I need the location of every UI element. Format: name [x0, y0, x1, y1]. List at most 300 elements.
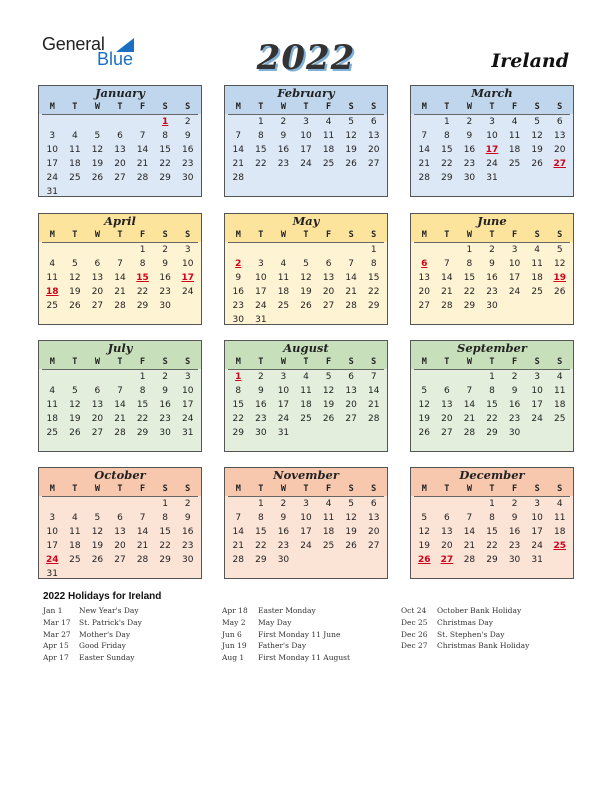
day-cell: 19 — [91, 541, 104, 551]
day-cell: 15 — [463, 273, 476, 283]
day-cell: 30 — [486, 301, 498, 311]
day-cell: 13 — [418, 273, 430, 283]
day-cell: 23 — [508, 414, 521, 424]
day-cell: 7 — [443, 259, 450, 269]
holiday-row — [43, 629, 142, 641]
day-cell: 8 — [235, 386, 242, 396]
holiday-row — [401, 605, 529, 617]
day-cell: 9 — [162, 259, 168, 269]
day-cell: 28 — [232, 555, 244, 565]
day-cell: 3 — [489, 117, 495, 127]
day-cell: 8 — [443, 131, 450, 141]
day-cell: 26 — [91, 555, 104, 565]
day-cell: 1 — [162, 499, 168, 509]
day-cell: 8 — [489, 513, 495, 523]
day-cell: 13 — [441, 527, 453, 537]
day-cell: 4 — [49, 259, 56, 269]
day-cell: 12 — [531, 131, 543, 141]
weekday-header: S — [557, 102, 563, 112]
day-cell: 12 — [345, 513, 357, 523]
day-cell: 31 — [486, 173, 498, 183]
weekday-header: T — [117, 102, 123, 112]
weekday-header: T — [72, 102, 78, 112]
weekday-header: F — [140, 102, 146, 112]
empty-day-cell — [109, 497, 132, 511]
day-cell: 24 — [277, 414, 290, 424]
month-title: January — [39, 86, 201, 101]
holiday-day-cell: 2 — [235, 259, 242, 269]
day-cell: 7 — [466, 386, 473, 396]
day-cell: 28 — [441, 301, 453, 311]
day-cell: 10 — [531, 513, 543, 523]
day-cell: 5 — [71, 259, 78, 269]
day-cell: 20 — [91, 414, 104, 424]
day-cell: 27 — [91, 428, 104, 438]
day-cell: 6 — [348, 372, 354, 382]
day-cell: 13 — [345, 386, 357, 396]
weekday-header: T — [303, 230, 309, 240]
month-august — [224, 340, 388, 452]
day-cell: 15 — [136, 400, 149, 410]
day-cell: 14 — [136, 527, 149, 537]
holiday-row — [222, 617, 350, 629]
holiday-name: Mother's Day — [79, 629, 131, 639]
empty-day-cell — [413, 243, 436, 257]
day-cell: 26 — [553, 287, 566, 297]
weekday-header: F — [140, 230, 146, 240]
empty-day-cell — [86, 115, 109, 129]
day-cell: 18 — [322, 527, 335, 537]
day-cell: 12 — [345, 131, 357, 141]
day-cell: 17 — [181, 400, 194, 410]
day-cell: 27 — [114, 173, 126, 183]
day-cell: 12 — [91, 145, 104, 155]
day-cell: 14 — [136, 145, 149, 155]
day-cell: 26 — [531, 159, 543, 169]
day-cell: 11 — [69, 527, 81, 537]
month-may — [224, 213, 388, 325]
weekday-header: M — [421, 357, 427, 367]
day-cell: 20 — [441, 541, 453, 551]
day-cell: 3 — [184, 245, 191, 255]
day-cell: 3 — [303, 499, 309, 509]
day-cell: 26 — [345, 541, 357, 551]
day-cell: 21 — [418, 159, 430, 169]
day-cell: 7 — [421, 131, 428, 141]
day-cell: 12 — [418, 527, 430, 537]
empty-day-cell — [109, 115, 132, 129]
weekday-header: M — [421, 230, 427, 240]
holiday-day-cell: 17 — [181, 273, 194, 283]
day-cell: 30 — [508, 555, 521, 565]
day-cell: 2 — [184, 499, 191, 509]
day-cell: 17 — [277, 400, 290, 410]
weekday-header: W — [280, 230, 286, 240]
day-cell: 6 — [94, 259, 101, 269]
day-cell: 5 — [71, 386, 78, 396]
day-cell: 7 — [235, 131, 242, 141]
day-cell: 20 — [553, 145, 566, 155]
day-cell: 10 — [486, 131, 498, 141]
weekday-header: S — [348, 357, 354, 367]
day-cell: 25 — [508, 159, 521, 169]
day-cell: 13 — [322, 273, 335, 283]
day-cell: 10 — [277, 386, 290, 396]
day-cell: 5 — [94, 513, 101, 523]
logo-text-blue: Blue — [97, 49, 134, 69]
day-cell: 19 — [418, 541, 430, 551]
weekday-header: F — [326, 102, 332, 112]
day-cell: 3 — [257, 259, 264, 269]
day-cell: 10 — [181, 386, 194, 396]
day-cell: 22 — [255, 159, 267, 169]
day-cell: 20 — [367, 145, 380, 155]
weekday-header: S — [557, 357, 563, 367]
day-cell: 16 — [463, 145, 476, 155]
holiday-day-cell: 25 — [553, 541, 566, 551]
day-cell: 25 — [69, 555, 81, 565]
month-june — [410, 213, 574, 325]
day-cell: 9 — [184, 131, 191, 141]
empty-day-cell — [227, 497, 250, 511]
day-cell: 17 — [46, 541, 58, 551]
month-march — [410, 85, 574, 197]
day-cell: 19 — [322, 400, 335, 410]
day-cell: 6 — [94, 386, 101, 396]
weekday-header: W — [466, 357, 472, 367]
day-cell: 10 — [46, 527, 58, 537]
day-cell: 22 — [136, 414, 149, 424]
weekday-header: T — [444, 230, 450, 240]
weekday-header: T — [489, 230, 495, 240]
day-cell: 21 — [345, 287, 357, 297]
empty-day-cell — [41, 370, 64, 384]
day-cell: 20 — [367, 527, 380, 537]
day-cell: 4 — [303, 372, 309, 382]
holiday-name: Easter Sunday — [79, 653, 135, 663]
month-february — [224, 85, 388, 197]
holiday-name: St. Stephen's Day — [437, 629, 505, 639]
holiday-name: Christmas Bank Holiday — [437, 641, 530, 651]
day-cell: 19 — [91, 159, 104, 169]
weekday-header: T — [117, 357, 123, 367]
day-cell: 31 — [46, 187, 58, 197]
day-cell: 15 — [255, 527, 267, 537]
day-cell: 28 — [114, 428, 126, 438]
month-july — [38, 340, 202, 452]
month-title: May — [225, 214, 387, 229]
day-cell: 11 — [46, 400, 58, 410]
day-cell: 6 — [443, 513, 450, 523]
weekday-header: S — [185, 484, 191, 494]
month-title: November — [225, 468, 387, 483]
day-cell: 21 — [463, 541, 476, 551]
holiday-row — [43, 652, 142, 664]
day-cell: 13 — [367, 513, 380, 523]
weekday-header: S — [348, 484, 354, 494]
day-cell: 25 — [553, 414, 566, 424]
day-cell: 28 — [114, 301, 126, 311]
day-cell: 14 — [463, 400, 476, 410]
day-cell: 15 — [159, 527, 171, 537]
empty-day-cell — [64, 115, 87, 129]
weekday-header: S — [534, 484, 540, 494]
day-cell: 1 — [257, 117, 264, 127]
holidays-title: 2022 Holidays for Ireland — [43, 591, 162, 602]
day-cell: 18 — [46, 414, 58, 424]
weekday-header: W — [466, 102, 472, 112]
day-cell: 28 — [232, 173, 244, 183]
weekday-header: F — [512, 230, 518, 240]
day-cell: 10 — [300, 131, 312, 141]
day-cell: 24 — [300, 541, 312, 551]
day-cell: 28 — [367, 414, 380, 424]
day-cell: 11 — [46, 273, 58, 283]
day-cell: 6 — [443, 386, 450, 396]
weekday-header: T — [489, 484, 495, 494]
weekday-header: T — [258, 102, 264, 112]
day-cell: 16 — [181, 527, 194, 537]
day-cell: 29 — [367, 301, 380, 311]
day-cell: 5 — [94, 131, 101, 141]
day-cell: 11 — [553, 386, 566, 396]
day-cell: 20 — [345, 400, 357, 410]
day-cell: 12 — [69, 400, 81, 410]
day-cell: 16 — [277, 527, 290, 537]
day-cell: 17 — [300, 527, 312, 537]
day-cell: 31 — [46, 569, 58, 579]
day-cell: 1 — [489, 499, 495, 509]
day-cell: 11 — [553, 513, 566, 523]
day-cell: 11 — [531, 259, 543, 269]
day-cell: 28 — [463, 555, 476, 565]
day-cell: 13 — [91, 400, 104, 410]
day-cell: 25 — [322, 541, 335, 551]
day-cell: 24 — [46, 173, 58, 183]
month-october — [38, 467, 202, 579]
holiday-date: Mar 27 — [43, 629, 71, 639]
day-cell: 24 — [300, 159, 312, 169]
day-cell: 25 — [46, 428, 58, 438]
day-cell: 3 — [534, 372, 540, 382]
day-cell: 31 — [531, 555, 543, 565]
day-cell: 10 — [181, 259, 194, 269]
weekday-header: F — [512, 102, 518, 112]
weekday-header: T — [72, 230, 78, 240]
day-cell: 17 — [255, 287, 267, 297]
day-cell: 11 — [300, 386, 312, 396]
day-cell: 24 — [508, 287, 521, 297]
day-cell: 10 — [46, 145, 58, 155]
day-cell: 4 — [534, 245, 540, 255]
day-cell: 22 — [367, 287, 380, 297]
day-cell: 18 — [553, 400, 566, 410]
weekday-header: T — [258, 230, 264, 240]
weekday-header: F — [326, 230, 332, 240]
day-cell: 17 — [531, 527, 543, 537]
empty-day-cell — [340, 243, 363, 257]
month-april — [38, 213, 202, 325]
day-cell: 17 — [531, 400, 543, 410]
holiday-name: May Day — [258, 617, 292, 627]
holiday-name: First Monday 11 August — [258, 653, 351, 663]
day-cell: 23 — [232, 301, 244, 311]
holiday-date: Dec 26 — [401, 629, 428, 639]
day-cell: 18 — [508, 145, 521, 155]
weekday-header: F — [140, 357, 146, 367]
day-cell: 4 — [49, 386, 56, 396]
day-cell: 24 — [255, 301, 267, 311]
day-cell: 3 — [303, 117, 309, 127]
day-cell: 16 — [159, 400, 171, 410]
day-cell: 12 — [553, 259, 566, 269]
day-cell: 8 — [489, 386, 495, 396]
day-cell: 10 — [300, 513, 312, 523]
day-cell: 18 — [69, 159, 81, 169]
day-cell: 11 — [277, 273, 290, 283]
empty-day-cell — [131, 115, 154, 129]
empty-day-cell — [413, 370, 436, 384]
month-title: February — [225, 86, 387, 101]
day-cell: 15 — [486, 400, 498, 410]
day-cell: 26 — [300, 301, 312, 311]
weekday-header: W — [94, 484, 100, 494]
month-title: April — [39, 214, 201, 229]
day-cell: 30 — [277, 555, 290, 565]
day-cell: 13 — [114, 527, 126, 537]
day-cell: 30 — [232, 315, 244, 325]
day-cell: 30 — [181, 173, 194, 183]
day-cell: 12 — [418, 400, 430, 410]
weekday-header: W — [280, 102, 286, 112]
day-cell: 21 — [441, 287, 453, 297]
day-cell: 13 — [91, 273, 104, 283]
day-cell: 11 — [508, 131, 521, 141]
day-cell: 29 — [232, 428, 244, 438]
day-cell: 2 — [184, 117, 191, 127]
day-cell: 12 — [322, 386, 335, 396]
day-cell: 19 — [300, 287, 312, 297]
weekday-header: F — [512, 357, 518, 367]
day-cell: 11 — [322, 513, 335, 523]
country-name: Ireland — [491, 50, 569, 72]
day-cell: 20 — [441, 414, 453, 424]
day-cell: 10 — [531, 386, 543, 396]
day-cell: 16 — [159, 273, 171, 283]
empty-day-cell — [41, 497, 64, 511]
empty-day-cell — [272, 243, 295, 257]
month-title: March — [411, 86, 573, 101]
day-cell: 21 — [463, 414, 476, 424]
month-january — [38, 85, 202, 197]
day-cell: 9 — [280, 131, 287, 141]
day-cell: 27 — [367, 541, 380, 551]
holiday-row — [43, 640, 142, 652]
weekday-header: S — [557, 484, 563, 494]
day-cell: 9 — [235, 273, 242, 283]
day-cell: 8 — [257, 131, 264, 141]
day-cell: 15 — [255, 145, 267, 155]
holiday-date: Jun 6 — [222, 629, 242, 639]
day-cell: 9 — [466, 131, 473, 141]
day-cell: 16 — [486, 273, 498, 283]
weekday-header: M — [49, 357, 55, 367]
holiday-day-cell: 6 — [421, 259, 428, 269]
day-cell: 31 — [277, 428, 290, 438]
day-cell: 14 — [232, 145, 244, 155]
month-december — [410, 467, 574, 579]
day-cell: 18 — [277, 287, 290, 297]
weekday-header: S — [371, 357, 377, 367]
holiday-date: Apr 15 — [43, 641, 69, 651]
weekday-header: S — [534, 230, 540, 240]
day-cell: 18 — [553, 527, 566, 537]
day-cell: 25 — [300, 414, 312, 424]
day-cell: 17 — [300, 145, 312, 155]
weekday-header: W — [94, 102, 100, 112]
day-cell: 15 — [486, 527, 498, 537]
day-cell: 14 — [114, 273, 126, 283]
day-cell: 29 — [159, 173, 171, 183]
day-cell: 23 — [463, 159, 476, 169]
day-cell: 3 — [280, 372, 287, 382]
weekday-header: M — [235, 102, 241, 112]
weekday-header: S — [162, 230, 168, 240]
day-cell: 9 — [257, 386, 264, 396]
day-cell: 2 — [511, 372, 518, 382]
day-cell: 7 — [139, 131, 146, 141]
day-cell: 26 — [91, 173, 104, 183]
day-cell: 5 — [325, 372, 332, 382]
day-cell: 4 — [71, 513, 78, 523]
weekday-header: S — [534, 357, 540, 367]
day-cell: 25 — [531, 287, 543, 297]
holiday-name: Christmas Day — [437, 617, 493, 627]
empty-day-cell — [41, 243, 64, 257]
weekday-header: T — [72, 357, 78, 367]
day-cell: 7 — [348, 259, 354, 269]
day-cell: 4 — [556, 499, 563, 509]
day-cell: 22 — [486, 541, 498, 551]
weekday-header: W — [466, 484, 472, 494]
day-cell: 22 — [486, 414, 498, 424]
weekday-header: S — [348, 230, 354, 240]
day-cell: 22 — [159, 541, 171, 551]
month-november — [224, 467, 388, 579]
holiday-date: May 2 — [222, 617, 246, 627]
day-cell: 20 — [418, 287, 430, 297]
day-cell: 30 — [255, 428, 267, 438]
day-cell: 8 — [139, 386, 146, 396]
holiday-date: Jan 1 — [43, 606, 63, 615]
day-cell: 20 — [91, 287, 104, 297]
day-cell: 5 — [556, 245, 563, 255]
day-cell: 2 — [489, 245, 495, 255]
month-september — [410, 340, 574, 452]
weekday-header: M — [49, 102, 55, 112]
day-cell: 23 — [508, 541, 521, 551]
holiday-day-cell: 17 — [485, 145, 499, 155]
day-cell: 1 — [139, 245, 146, 255]
holiday-day-cell: 18 — [46, 287, 59, 297]
day-cell: 2 — [511, 499, 518, 509]
weekday-header: T — [117, 484, 123, 494]
weekday-header: M — [235, 357, 241, 367]
day-cell: 25 — [322, 159, 335, 169]
empty-day-cell — [436, 243, 459, 257]
empty-day-cell — [64, 370, 87, 384]
day-cell: 23 — [159, 287, 171, 297]
